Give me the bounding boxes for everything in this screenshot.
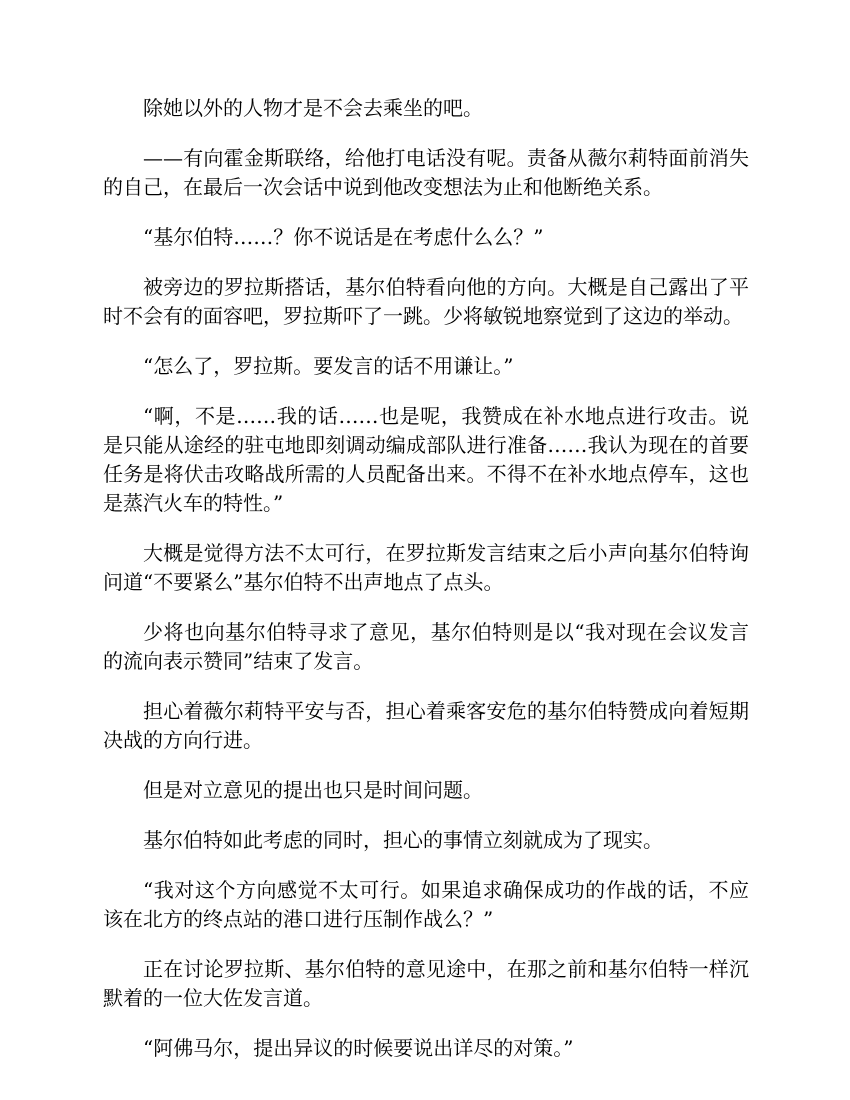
document-body: [103, 94, 749, 1084]
paragraph: “我对这个方向感觉不太可行。如果追求确保成功的作战的话，不应该在北方的终点站的港口进行压制作战么？”: [103, 878, 749, 931]
paragraph: 担心着薇尔莉特平安与否，担心着乘客安危的基尔伯特赞成向着短期决战的方向行进。: [103, 699, 749, 752]
paragraph: 除她以外的人物才是不会去乘坐的吧。: [143, 96, 483, 120]
paragraph: 少将也向基尔伯特寻求了意见，基尔伯特则是以“我对现在会议发言的流向表示赞同”结束了发言。: [103, 620, 749, 673]
paragraph: “阿佛马尔，提出异议的时候要说出详尽的对策。”: [143, 1036, 574, 1060]
paragraph: 大概是觉得方法不太可行，在罗拉斯发言结束之后小声向基尔伯特询问道“不要紧么”基尔伯特不出声地点了点头。: [103, 541, 749, 594]
paragraph: 正在讨论罗拉斯、基尔伯特的意见途中，在那之前和基尔伯特一样沉默着的一位大佐发言道。: [103, 957, 749, 1010]
paragraph: “啊，不是……我的话……也是呢，我赞成在补水地点进行攻击。说是只能从途经的驻屯地即刻调动编成部队进行准备……我认为现在的首要任务是将伏击攻略战所需的人员配备出来。不得不在补水地点停车，这也是蒸汽火车的特性。”: [103, 404, 749, 515]
paragraph: “基尔伯特……？你不说话是在考虑什么么？”: [143, 225, 544, 249]
paragraph: 但是对立意见的提出也只是时间问题。: [143, 778, 483, 802]
paragraph: “怎么了，罗拉斯。要发言的话不用谦让。”: [143, 354, 514, 378]
paragraph: ——有向霍金斯联络，给他打电话没有呢。责备从薇尔莉特面前消失的自己，在最后一次会话中说到他改变想法为止和他断绝关系。: [103, 146, 749, 199]
paragraph: 基尔伯特如此考虑的同时，担心的事情立刻就成为了现实。: [143, 828, 663, 852]
paragraph: 被旁边的罗拉斯搭话，基尔伯特看向他的方向。大概是自己露出了平时不会有的面容吧，罗拉斯吓了一跳。少将敏锐地察觉到了这边的举动。: [103, 275, 749, 328]
